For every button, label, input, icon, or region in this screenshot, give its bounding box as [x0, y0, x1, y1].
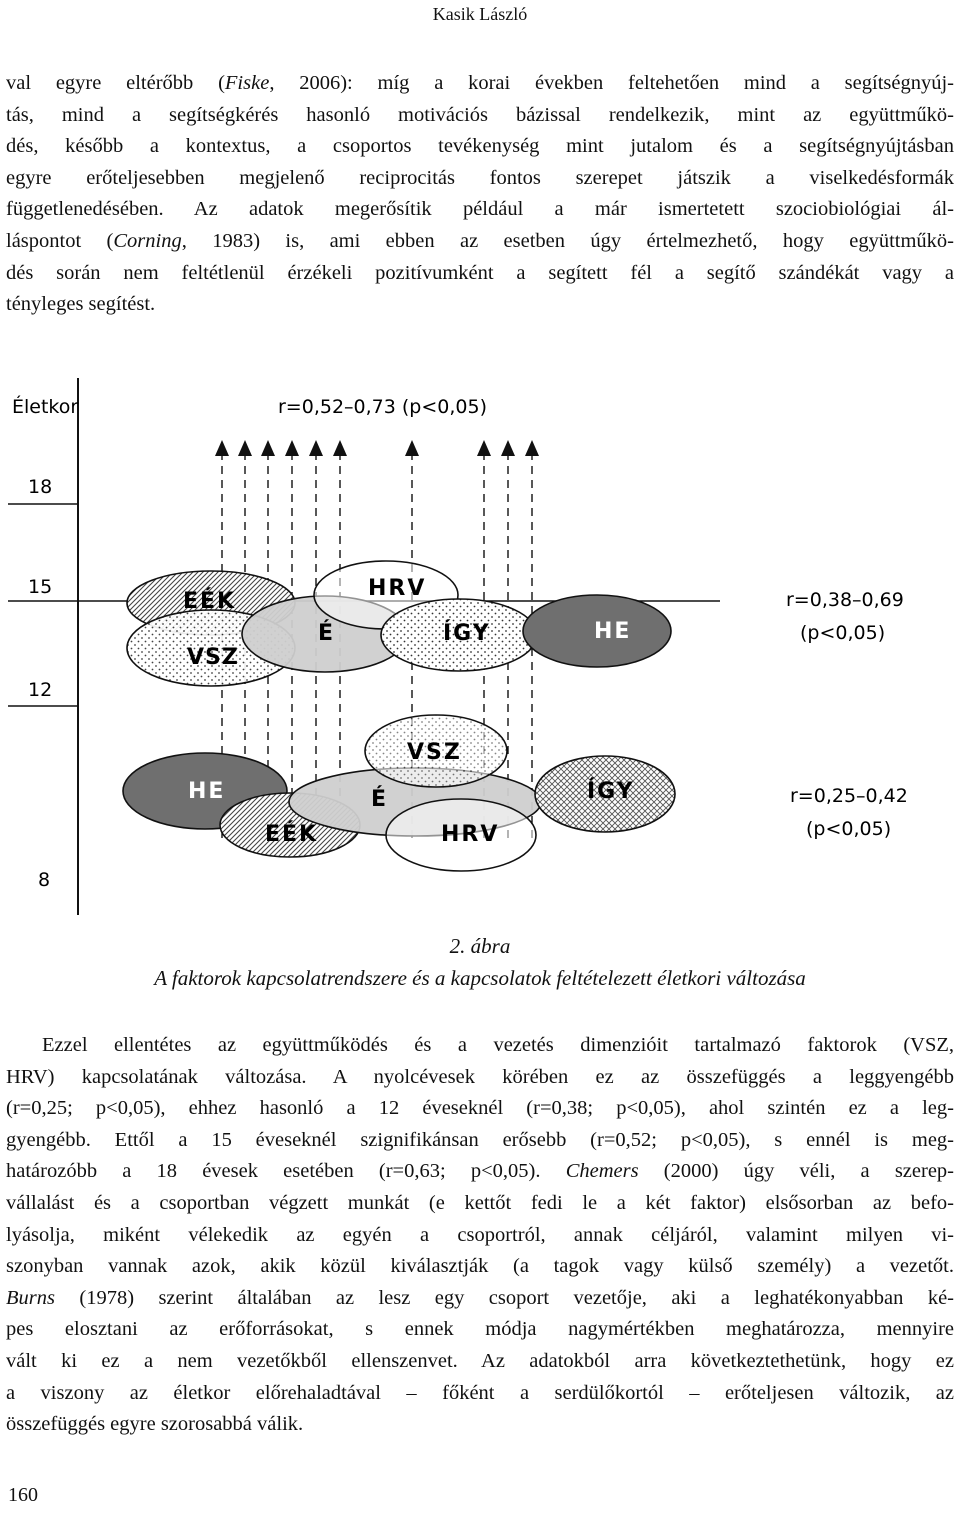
- age-tick-15: 15: [28, 576, 53, 598]
- body-paragraph-2: [6, 1030, 954, 1441]
- text-segment: dés során nem feltétlenül érzékeli pozitívumként a segített fél a segítő szándékát vagy a: [6, 261, 954, 284]
- factor-hrv-12: HRV: [368, 576, 427, 601]
- text-line: [6, 194, 954, 226]
- text-line: [6, 1346, 954, 1378]
- text-segment: összefüggés egyre szorosabbá válik.: [6, 1413, 304, 1436]
- text-line: [6, 100, 954, 132]
- text-segment: vállalást és a csoportban végzett munkát (e kettőt fedi le a két faktor) elsősorban az befo-: [6, 1191, 954, 1214]
- factor-igy-8: ÍGY: [587, 779, 635, 804]
- figure-caption: A faktorok kapcsolatrendszere és a kapcsolatok feltételezett életkori változása: [154, 966, 806, 990]
- figure-number: 2. ábra: [449, 934, 511, 958]
- text-line: [6, 1283, 954, 1315]
- text-segment: (2000) úgy véli, a szerep-: [638, 1160, 955, 1183]
- arrowhead-icon: [285, 440, 299, 456]
- text-segment: dés, később a kontextus, a csoportos tevékenység mint jutalom és a segítségnyújtásban: [6, 135, 954, 158]
- bottom-correlation-line1: r=0,25–0,42: [790, 785, 908, 807]
- text-segment: , 1983) is, ami ebben az esetben úgy értelmezhető, hogy együttműkö-: [181, 229, 954, 252]
- factor-e-8: É: [371, 787, 387, 812]
- text-segment: Ezzel ellentétes az együttműködés és a vezetés dimenzióit tartalmazó faktorok (VSZ,: [42, 1034, 954, 1056]
- figure-2: [0, 370, 960, 930]
- text-segment: határozóbb a 18 évesek esetében (r=0,63; p<0,05).: [6, 1160, 566, 1183]
- age-tick-18: 18: [28, 476, 53, 498]
- text-line: [6, 1378, 954, 1410]
- arrowhead-icon: [238, 440, 252, 456]
- text-segment: függetlenedésében. Az adatok megerősítik például a már ismertetett szociobiológiai ál-: [6, 198, 954, 221]
- arrowhead-icon: [501, 440, 515, 456]
- text-line: [6, 1188, 954, 1220]
- text-line: [6, 258, 954, 290]
- text-line: [6, 1093, 954, 1125]
- arrowhead-icon: [215, 440, 229, 456]
- text-line: [6, 131, 954, 163]
- text-line: [6, 1030, 954, 1062]
- factor-eek-8: EÉK: [265, 822, 319, 847]
- text-segment: (r=0,25; p<0,05), ehhez hasonló a 12 éveseknél (r=0,38; p<0,05), ahol szintén ez a leg-: [6, 1097, 954, 1120]
- arrowhead-icon: [405, 440, 419, 456]
- text-segment: tényleges segítést.: [6, 293, 156, 316]
- text-segment: (1978) szerint általában az lesz egy csoport vezetője, aki a leghatékonyabban ké-: [54, 1286, 954, 1309]
- citation-author: Burns: [6, 1286, 55, 1309]
- text-line: [6, 1156, 954, 1188]
- text-line: [6, 68, 954, 100]
- citation-author: Corning: [113, 229, 182, 252]
- factor-vsz-8: VSZ: [407, 740, 462, 765]
- factor-hrv-8: HRV: [441, 822, 500, 847]
- age-tick-8: 8: [38, 869, 51, 891]
- text-segment: lyásolja, miként vélekedik az egyén a csoportról, annak céljáról, valamint milyen vi-: [6, 1223, 954, 1246]
- y-axis-label: Életkor: [12, 396, 79, 418]
- factor-igy-12: ÍGY: [443, 621, 491, 646]
- bottom-correlation-line2: (p<0,05): [806, 818, 892, 840]
- text-segment: pes elosztani az erőforrásokat, s ennek módja nagymértékben meghatározza, mennyire: [6, 1318, 954, 1341]
- text-line: [6, 226, 954, 258]
- mid-correlation-line2: (p<0,05): [800, 622, 886, 644]
- factor-e-12: É: [318, 621, 334, 646]
- age-tick-12: 12: [28, 679, 53, 701]
- body-paragraph-1: [6, 68, 954, 321]
- text-line: [6, 289, 954, 321]
- text-line: [6, 163, 954, 195]
- factor-he-12: HE: [594, 619, 632, 644]
- page-number: 160: [8, 1484, 38, 1506]
- citation-author: Fiske: [224, 72, 270, 94]
- text-segment: szonyban vannak azok, akik közül kiválasztják (a tagok vagy külső személy) a vezetőt.: [6, 1255, 954, 1278]
- text-segment: , 2006): míg a korai években feltehetően mind a segítségnyúj-: [269, 72, 955, 94]
- arrowhead-icon: [309, 440, 323, 456]
- text-line: [6, 1314, 954, 1346]
- text-segment: val egyre eltérőbb (: [6, 72, 225, 94]
- text-segment: HRV) kapcsolatának változása. A nyolcévesek körében ez az összefüggés a leggyengébb: [6, 1065, 954, 1088]
- factor-he-8: HE: [188, 779, 226, 804]
- text-segment: a viszony az életkor előrehaladtával – főként a serdülőkortól – erőteljesen változik, az: [6, 1381, 954, 1404]
- text-line: [6, 1125, 954, 1157]
- mid-correlation-line1: r=0,38–0,69: [786, 589, 904, 611]
- citation-author: Chemers: [565, 1160, 639, 1183]
- top-correlation-label: r=0,52–0,73 (p<0,05): [278, 396, 487, 418]
- text-line: [6, 1220, 954, 1252]
- text-segment: egyre erőteljesebben megjelenő reciprocitás fontos szerepet játszik a viselkedésformák: [6, 166, 954, 189]
- arrowhead-icon: [525, 440, 539, 456]
- text-segment: láspontot (: [6, 229, 114, 252]
- text-segment: vált ki ez a nem vezetőkből ellenszenvet. Az adatokból arra következtethetünk, hogy ez: [6, 1349, 954, 1372]
- running-head: Kasik László: [432, 4, 528, 24]
- arrowhead-icon: [477, 440, 491, 456]
- factor-vsz-12: VSZ: [187, 645, 239, 670]
- text-line: [6, 1251, 954, 1283]
- arrowhead-icon: [261, 440, 275, 456]
- arrowhead-icon: [333, 440, 347, 456]
- factor-eek-12: EÉK: [183, 589, 237, 614]
- text-line: [6, 1409, 954, 1441]
- text-segment: tás, mind a segítségkérés hasonló motivációs bázissal rendelkezik, mint az együttműkö-: [6, 103, 954, 126]
- text-segment: gyengébb. Ettől a 15 éveseknél szignifikánsan erősebb (r=0,52; p<0,05), s ennél is meg-: [6, 1128, 954, 1151]
- text-line: [6, 1062, 954, 1094]
